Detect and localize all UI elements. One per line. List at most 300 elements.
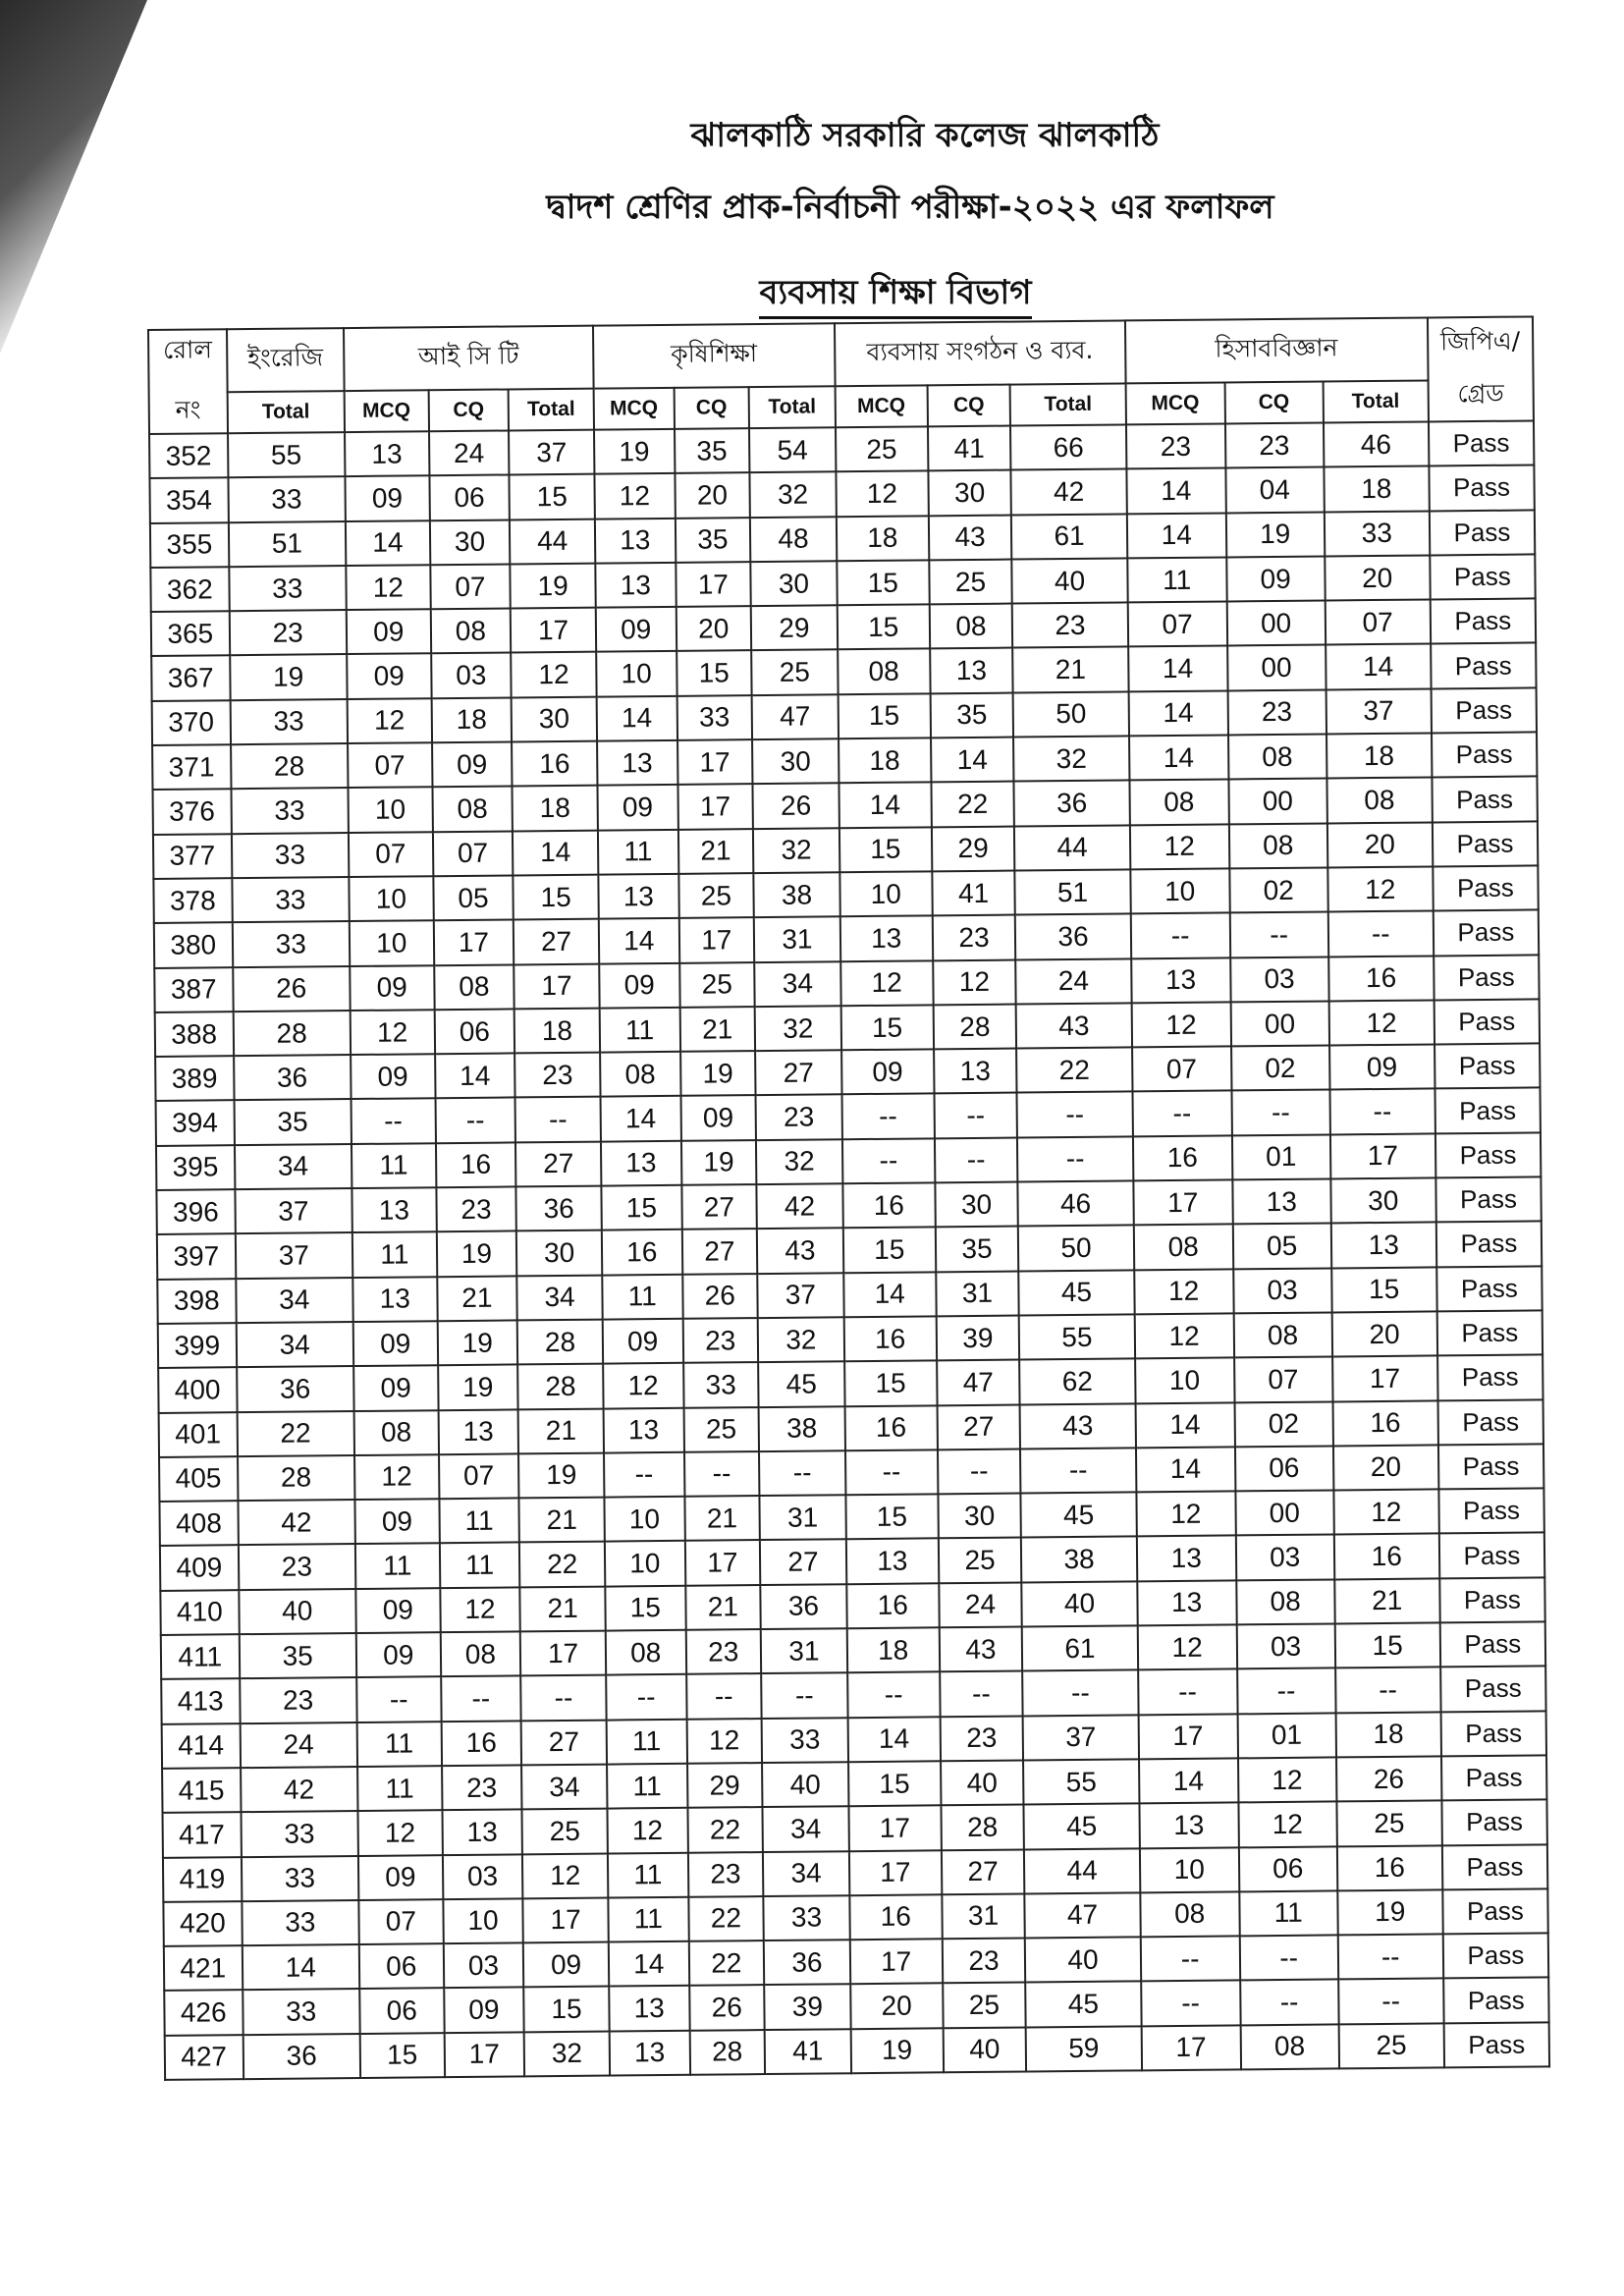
cell-grade: Pass — [1431, 687, 1537, 733]
agri-mcq-header: MCQ — [594, 387, 675, 429]
cell-accounting-cq: 04 — [1225, 467, 1324, 513]
cell-agri-total: 23 — [756, 1095, 842, 1140]
cell-business-mcq: 14 — [847, 1717, 940, 1762]
cell-english-total: 23 — [238, 1544, 355, 1589]
cell-roll: 355 — [150, 522, 229, 568]
cell-ict-mcq: 09 — [347, 609, 431, 654]
cell-accounting-cq: 06 — [1239, 1846, 1337, 1891]
cell-roll: 388 — [155, 1011, 234, 1057]
cell-ict-mcq: 09 — [350, 965, 434, 1011]
cell-ict-cq: 03 — [443, 1942, 523, 1988]
gpa-header-bottom: গ্রেড — [1457, 378, 1504, 409]
cell-ict-total: 21 — [518, 1408, 604, 1453]
cell-business-total: 40 — [1022, 1581, 1138, 1626]
cell-ict-mcq: 09 — [358, 1855, 443, 1900]
cell-accounting-total: 12 — [1328, 1000, 1435, 1045]
cell-accounting-mcq: 16 — [1133, 1135, 1232, 1180]
cell-business-mcq: 14 — [839, 783, 931, 828]
cell-agri-mcq: -- — [606, 1674, 686, 1720]
cell-accounting-total: 25 — [1336, 1801, 1442, 1846]
cell-accounting-cq: 02 — [1234, 1401, 1332, 1447]
cell-accounting-cq: 01 — [1237, 1713, 1335, 1758]
cell-business-cq: 35 — [930, 692, 1013, 738]
cell-grade: Pass — [1437, 1399, 1543, 1445]
cell-business-total: 40 — [1012, 558, 1128, 603]
cell-agri-total: 34 — [763, 1851, 849, 1896]
cell-agri-total: -- — [761, 1673, 847, 1719]
cell-business-cq: 39 — [936, 1315, 1019, 1360]
cell-agri-total: 31 — [760, 1495, 846, 1540]
cell-agri-total: 38 — [753, 872, 839, 917]
cell-ict-cq: 08 — [440, 1631, 520, 1676]
cell-agri-total: 31 — [754, 917, 840, 962]
cell-accounting-cq: 23 — [1225, 423, 1324, 468]
cell-english-total: 33 — [231, 788, 349, 833]
cell-accounting-mcq: 13 — [1139, 1803, 1238, 1848]
cell-business-total: 47 — [1025, 1892, 1141, 1938]
cell-ict-mcq: 12 — [346, 565, 430, 610]
cell-business-cq: 40 — [943, 2027, 1026, 2072]
cell-accounting-total: 16 — [1332, 1400, 1438, 1446]
cell-accounting-cq: 05 — [1232, 1224, 1330, 1269]
cell-grade: Pass — [1439, 1621, 1545, 1667]
cell-accounting-cq: 09 — [1226, 556, 1325, 601]
cell-business-total: -- — [1020, 1448, 1136, 1493]
cell-business-total: 66 — [1010, 424, 1126, 469]
cell-ict-cq: 06 — [434, 1009, 514, 1054]
cell-accounting-mcq: 07 — [1127, 602, 1226, 647]
cell-agri-mcq: 16 — [602, 1230, 682, 1275]
cell-ict-mcq: 11 — [357, 1766, 442, 1811]
gpa-header — [1428, 316, 1534, 421]
cell-accounting-total: -- — [1329, 1089, 1435, 1134]
cell-business-total: 42 — [1011, 469, 1127, 515]
cell-accounting-mcq: 17 — [1141, 2025, 1240, 2070]
cell-ict-total: 16 — [512, 741, 597, 787]
cell-ict-mcq: 09 — [345, 476, 429, 521]
cell-agri-cq: 20 — [675, 472, 750, 518]
cell-business-mcq: 15 — [848, 1761, 941, 1806]
cell-business-cq: 40 — [941, 1760, 1024, 1805]
gpa-header-top: জিপিএ/ — [1439, 326, 1521, 356]
cell-accounting-cq: 12 — [1238, 1802, 1336, 1847]
cell-agri-total: 31 — [761, 1628, 847, 1673]
ict-total-header: Total — [509, 388, 594, 430]
cell-ict-mcq: 11 — [355, 1544, 440, 1589]
cell-accounting-cq: 08 — [1233, 1312, 1331, 1357]
cell-ict-cq: 18 — [431, 697, 512, 742]
cell-agri-mcq: 09 — [596, 607, 677, 652]
cell-business-mcq: 20 — [850, 1984, 943, 2029]
cell-accounting-mcq: 13 — [1137, 1580, 1236, 1625]
business-cq-header: CQ — [927, 384, 1010, 426]
cell-grade: Pass — [1430, 510, 1536, 555]
cell-accounting-cq: -- — [1237, 1668, 1335, 1714]
cell-ict-cq: 21 — [437, 1276, 517, 1321]
cell-ict-mcq: 09 — [355, 1588, 440, 1633]
cell-business-cq: 29 — [932, 826, 1015, 871]
cell-roll: 427 — [165, 2035, 244, 2080]
cell-agri-mcq: 10 — [604, 1497, 684, 1542]
cell-ict-cq: 09 — [432, 742, 513, 788]
cell-accounting-total: 21 — [1334, 1578, 1440, 1623]
cell-english-total: 33 — [243, 1989, 360, 2034]
cell-business-total: 45 — [1026, 1982, 1142, 2027]
cell-roll: 420 — [163, 1901, 242, 1946]
cell-business-cq: 23 — [940, 1716, 1023, 1761]
cell-grade: Pass — [1435, 1044, 1541, 1089]
cell-accounting-mcq: 14 — [1128, 690, 1227, 736]
cell-business-mcq: 14 — [843, 1272, 936, 1317]
cell-roll: 417 — [163, 1812, 242, 1857]
cell-ict-total: 37 — [509, 430, 594, 475]
cell-ict-cq: 11 — [440, 1543, 520, 1588]
cell-ict-total: 18 — [513, 786, 598, 831]
cell-english-total: 51 — [228, 521, 346, 567]
cell-accounting-cq: -- — [1240, 1980, 1338, 2025]
cell-accounting-cq: 00 — [1227, 645, 1326, 690]
cell-accounting-total: 16 — [1328, 956, 1435, 1001]
roll-header — [148, 329, 228, 434]
cell-agri-mcq: 14 — [600, 1096, 680, 1141]
cell-accounting-mcq: -- — [1138, 1669, 1237, 1715]
cell-business-cq: -- — [938, 1449, 1021, 1494]
cell-agri-cq: 22 — [688, 1941, 764, 1986]
department-title — [167, 267, 1624, 323]
cell-business-mcq: 16 — [842, 1182, 935, 1228]
cell-grade: Pass — [1435, 1176, 1542, 1222]
cell-ict-cq: 09 — [444, 1988, 524, 2033]
cell-accounting-cq: -- — [1231, 1090, 1329, 1135]
cell-accounting-mcq: 14 — [1128, 646, 1227, 691]
cell-ict-cq: -- — [435, 1098, 515, 1143]
cell-accounting-total: 15 — [1331, 1267, 1437, 1312]
cell-ict-total: 17 — [511, 608, 596, 653]
cell-grade: Pass — [1432, 733, 1538, 778]
cell-agri-mcq: 11 — [608, 1897, 688, 1942]
cell-agri-mcq: 14 — [609, 1941, 689, 1987]
cell-ict-cq: 19 — [438, 1365, 518, 1410]
cell-accounting-mcq: -- — [1140, 1936, 1239, 1981]
cell-roll: 400 — [158, 1367, 237, 1412]
cell-ict-mcq: 11 — [357, 1722, 442, 1767]
cell-agri-mcq: 08 — [606, 1630, 686, 1675]
cell-accounting-total: 25 — [1338, 2023, 1444, 2068]
cell-roll: 395 — [156, 1145, 235, 1190]
cell-accounting-mcq: 12 — [1136, 1492, 1235, 1537]
cell-accounting-cq: 00 — [1235, 1491, 1333, 1536]
cell-business-cq: 25 — [939, 1538, 1022, 1583]
cell-agri-cq: 20 — [676, 606, 751, 651]
cell-english-total: 42 — [241, 1767, 358, 1812]
cell-ict-mcq: -- — [351, 1099, 435, 1144]
cell-business-mcq: 17 — [850, 1939, 943, 1984]
ict-cq-header: CQ — [428, 389, 509, 431]
cell-business-total: 61 — [1011, 514, 1127, 559]
cell-ict-total: 34 — [517, 1275, 603, 1320]
cell-agri-total: 36 — [764, 1940, 850, 1985]
cell-business-cq: -- — [934, 1093, 1017, 1138]
cell-ict-cq: 14 — [435, 1054, 515, 1099]
cell-ict-cq: 07 — [433, 831, 514, 876]
cell-ict-mcq: 06 — [359, 1989, 444, 2034]
cell-agri-mcq: -- — [604, 1452, 684, 1498]
cell-accounting-total: 17 — [1332, 1356, 1438, 1401]
cell-grade: Pass — [1440, 1667, 1546, 1712]
cell-grade: Pass — [1433, 865, 1539, 910]
cell-english-total: 24 — [240, 1722, 357, 1768]
cell-business-cq: 43 — [939, 1627, 1022, 1672]
cell-accounting-mcq: 14 — [1136, 1447, 1235, 1492]
cell-ict-total: 27 — [515, 1141, 601, 1186]
cell-business-mcq: 12 — [836, 471, 928, 517]
cell-business-mcq: 25 — [836, 426, 928, 471]
cell-agri-mcq: 15 — [601, 1185, 681, 1230]
cell-roll: 401 — [159, 1412, 238, 1457]
cell-agri-mcq: 14 — [597, 696, 677, 741]
cell-agri-total: 42 — [756, 1183, 842, 1229]
cell-ict-total: 18 — [514, 1008, 600, 1053]
cell-grade: Pass — [1442, 1844, 1548, 1889]
cell-accounting-total: 37 — [1326, 688, 1432, 734]
cell-ict-total: 09 — [523, 1942, 609, 1988]
cell-ict-mcq: 10 — [350, 920, 434, 965]
cell-english-total: 37 — [235, 1188, 352, 1233]
cell-business-mcq: 15 — [845, 1494, 938, 1539]
cell-agri-cq: 22 — [687, 1807, 763, 1852]
cell-english-total: 23 — [240, 1677, 357, 1722]
cell-grade: Pass — [1430, 554, 1536, 599]
cell-roll: 387 — [154, 967, 233, 1012]
cell-agri-mcq: 08 — [600, 1052, 680, 1097]
document-header — [0, 110, 1624, 323]
cell-roll: 371 — [152, 744, 231, 790]
cell-roll: 414 — [162, 1723, 241, 1769]
cell-agri-mcq: 19 — [594, 429, 675, 474]
cell-ict-cq: 24 — [429, 430, 510, 475]
cell-accounting-total: 08 — [1326, 778, 1433, 823]
cell-ict-cq: 23 — [442, 1765, 522, 1810]
cell-accounting-cq: 03 — [1230, 957, 1328, 1002]
cell-business-mcq: -- — [845, 1449, 938, 1495]
cell-english-total: 35 — [234, 1099, 352, 1144]
cell-agri-total: 30 — [750, 561, 837, 606]
cell-business-mcq: 15 — [838, 605, 930, 650]
cell-agri-total: 32 — [753, 828, 839, 873]
cell-accounting-total: 15 — [1334, 1622, 1440, 1667]
cell-business-total: 24 — [1016, 958, 1132, 1004]
cell-agri-total: 39 — [764, 1985, 850, 2030]
cell-accounting-total: 19 — [1337, 1889, 1443, 1935]
cell-english-total: 33 — [232, 833, 350, 878]
cell-english-total: 34 — [235, 1144, 352, 1189]
cell-accounting-cq: 19 — [1226, 512, 1325, 557]
cell-business-mcq: 10 — [839, 871, 932, 916]
cell-business-cq: 27 — [937, 1404, 1020, 1449]
cell-business-total: 59 — [1026, 2026, 1142, 2071]
cell-accounting-mcq: 08 — [1129, 780, 1228, 825]
cell-agri-mcq: 13 — [595, 518, 676, 563]
cell-agri-total: 40 — [762, 1762, 848, 1807]
cell-agri-cq: 17 — [676, 562, 751, 607]
cell-grade: Pass — [1434, 955, 1540, 1000]
cell-ict-mcq: 09 — [356, 1632, 441, 1677]
cell-business-total: 50 — [1013, 691, 1129, 737]
cell-grade: Pass — [1436, 1266, 1543, 1311]
cell-roll: 389 — [155, 1056, 234, 1101]
cell-business-total: 44 — [1014, 825, 1130, 870]
cell-ict-cq: 17 — [433, 920, 514, 965]
cell-grade: Pass — [1433, 821, 1539, 866]
cell-ict-total: -- — [515, 1097, 601, 1142]
cell-grade: Pass — [1441, 1755, 1547, 1800]
cell-ict-mcq: 06 — [359, 1943, 444, 1989]
cell-ict-cq: 08 — [434, 964, 514, 1010]
cell-ict-total: -- — [520, 1675, 606, 1721]
cell-accounting-cq: -- — [1229, 912, 1327, 957]
cell-business-mcq: 18 — [839, 738, 931, 783]
cell-accounting-mcq: 08 — [1133, 1225, 1232, 1270]
cell-roll: 413 — [161, 1678, 240, 1723]
cell-roll: 370 — [152, 700, 231, 745]
cell-agri-cq: 23 — [685, 1629, 761, 1674]
cell-accounting-total: 18 — [1324, 466, 1430, 512]
cell-business-mcq: 17 — [848, 1806, 941, 1851]
cell-accounting-mcq: 12 — [1137, 1624, 1236, 1669]
cell-agri-mcq: 13 — [598, 874, 678, 919]
cell-grade: Pass — [1438, 1444, 1544, 1489]
cell-agri-cq: 29 — [687, 1763, 763, 1808]
cell-accounting-mcq: 12 — [1131, 1002, 1230, 1047]
cell-business-total: 51 — [1015, 869, 1131, 914]
cell-roll: 408 — [159, 1501, 238, 1546]
cell-business-cq: 31 — [936, 1271, 1019, 1316]
cell-ict-mcq: 09 — [354, 1499, 439, 1544]
cell-roll: 376 — [153, 790, 232, 835]
cell-agri-cq: 27 — [681, 1184, 757, 1230]
cell-agri-total: 37 — [757, 1273, 843, 1318]
cell-agri-cq: 23 — [682, 1318, 758, 1363]
cell-ict-mcq: 11 — [352, 1232, 437, 1278]
cell-ict-mcq: 13 — [345, 431, 429, 476]
agri-header: কৃষিশিক্ষা — [593, 323, 835, 388]
cell-ict-mcq: 12 — [357, 1810, 442, 1855]
cell-agri-cq: 22 — [688, 1896, 764, 1941]
cell-business-cq: 43 — [929, 515, 1012, 560]
cell-business-total: 43 — [1020, 1403, 1136, 1449]
cell-grade: Pass — [1436, 1310, 1543, 1355]
cell-agri-mcq: 11 — [598, 830, 678, 875]
cell-agri-cq: -- — [684, 1451, 760, 1497]
cell-english-total: 40 — [239, 1589, 356, 1634]
cell-business-mcq: 16 — [844, 1316, 937, 1361]
cell-ict-cq: 07 — [439, 1453, 519, 1499]
cell-business-cq: 13 — [934, 1049, 1017, 1094]
cell-business-total: 32 — [1013, 737, 1129, 782]
cell-agri-total: 30 — [752, 738, 839, 784]
cell-ict-mcq: 12 — [354, 1454, 439, 1500]
cell-business-mcq: 15 — [844, 1361, 937, 1406]
cell-agri-cq: 35 — [675, 428, 750, 473]
cell-accounting-total: 16 — [1333, 1534, 1439, 1579]
cell-ict-cq: 16 — [436, 1142, 516, 1187]
cell-accounting-mcq: 10 — [1130, 868, 1229, 913]
cell-agri-cq: 35 — [675, 518, 750, 563]
cell-business-total: 50 — [1018, 1226, 1134, 1271]
cell-grade: Pass — [1439, 1577, 1545, 1622]
cell-accounting-mcq: -- — [1141, 1981, 1240, 2026]
cell-business-cq: 12 — [933, 959, 1016, 1005]
cell-grade: Pass — [1443, 2022, 1549, 2067]
cell-english-total: 19 — [230, 655, 348, 700]
cell-agri-total: 34 — [763, 1806, 849, 1851]
cell-accounting-mcq: 14 — [1126, 468, 1225, 514]
cell-agri-mcq: 11 — [602, 1274, 682, 1319]
cell-english-total: 33 — [228, 476, 346, 521]
cell-ict-total: 23 — [514, 1053, 600, 1098]
cell-ict-cq: 07 — [430, 564, 511, 609]
cell-accounting-total: 18 — [1335, 1712, 1441, 1757]
cell-business-cq: 30 — [935, 1182, 1018, 1228]
cell-grade: Pass — [1442, 1888, 1548, 1934]
cell-grade: Pass — [1443, 1978, 1549, 2023]
cell-agri-total: 27 — [760, 1540, 846, 1585]
cell-roll: 378 — [153, 878, 232, 923]
cell-accounting-cq: 23 — [1227, 689, 1326, 735]
cell-roll: 397 — [157, 1234, 236, 1280]
cell-english-total: 33 — [229, 566, 347, 611]
cell-accounting-total: 17 — [1330, 1133, 1436, 1178]
cell-business-cq: 28 — [941, 1805, 1024, 1850]
cell-accounting-cq: 08 — [1228, 735, 1326, 780]
agri-total-header: Total — [749, 386, 836, 428]
cell-agri-mcq: 12 — [594, 473, 675, 519]
cell-english-total: 33 — [242, 1900, 359, 1945]
cell-accounting-total: 26 — [1336, 1756, 1442, 1801]
cell-ict-cq: -- — [441, 1676, 521, 1722]
cell-agri-cq: -- — [686, 1673, 762, 1719]
cell-business-total: 43 — [1016, 1003, 1132, 1048]
cell-english-total: 33 — [232, 877, 350, 922]
cell-business-cq: 31 — [942, 1893, 1025, 1939]
cell-ict-mcq: 12 — [348, 698, 432, 743]
cell-accounting-total: 20 — [1331, 1311, 1437, 1356]
cell-english-total: 35 — [239, 1633, 356, 1678]
cell-accounting-cq: 03 — [1236, 1623, 1334, 1668]
cell-accounting-mcq: 14 — [1127, 513, 1226, 558]
cell-accounting-mcq: 13 — [1131, 957, 1230, 1003]
cell-grade: Pass — [1438, 1489, 1544, 1534]
cell-roll: 380 — [154, 922, 233, 967]
cell-business-total: 40 — [1025, 1937, 1141, 1982]
cell-business-total: 23 — [1012, 603, 1128, 648]
cell-ict-total: 17 — [520, 1631, 606, 1676]
cell-business-total: 61 — [1022, 1625, 1138, 1670]
cell-business-mcq: 19 — [850, 2028, 943, 2073]
cell-agri-mcq: 11 — [607, 1764, 687, 1809]
cell-agri-total: 32 — [750, 472, 837, 518]
cell-business-mcq: 15 — [843, 1228, 936, 1273]
cell-business-total: 37 — [1023, 1715, 1139, 1760]
cell-ict-mcq: 10 — [349, 876, 433, 921]
cell-agri-cq: 28 — [689, 2030, 765, 2075]
cell-business-cq: 47 — [937, 1360, 1020, 1405]
cell-accounting-mcq: -- — [1132, 1091, 1231, 1136]
roll-header-bottom: নং — [175, 395, 201, 424]
cell-accounting-total: -- — [1327, 911, 1434, 957]
cell-agri-cq: 23 — [687, 1852, 763, 1897]
accounting-header: হিসাববিজ্ঞান — [1125, 317, 1429, 383]
